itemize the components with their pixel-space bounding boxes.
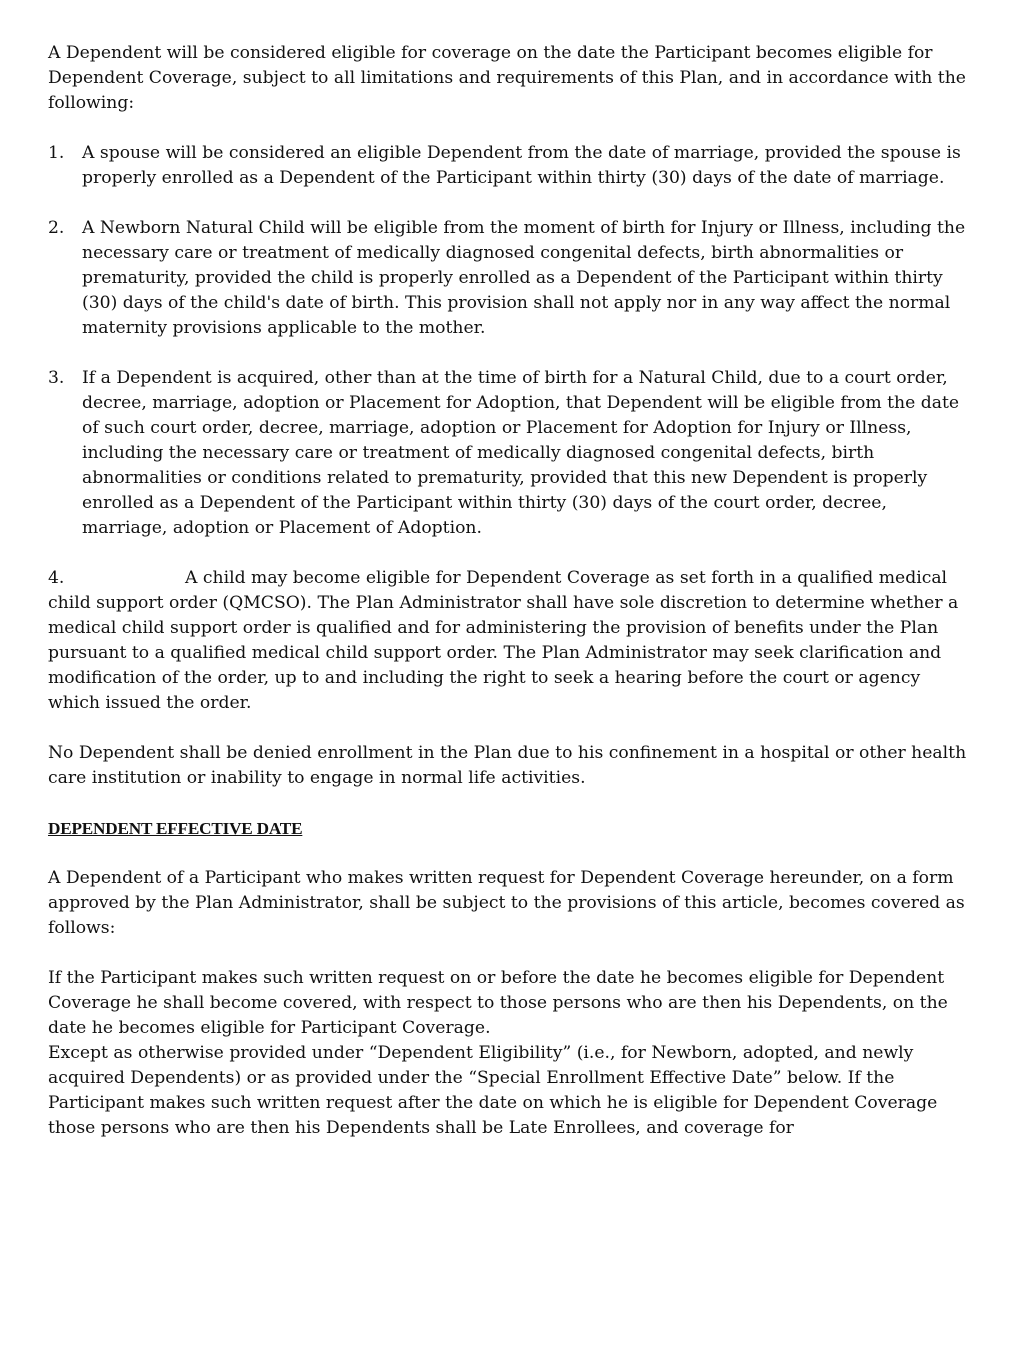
list-item <box>48 141 968 191</box>
list-item-text: A spouse will be considered an eligible Dependent from the date of marriage, provided the spouse is properly enrolled as a Dependent of the Participant within thirty (30) days of the date of marriage. <box>82 143 961 188</box>
list-item-number: 3. <box>48 368 65 388</box>
effective-intro-paragraph: A Dependent of a Participant who makes written request for Dependent Coverage hereunder, on a form approved by the Plan Administrator, shall be subject to the provisions of this article, becomes covered as follows: <box>48 868 965 938</box>
list-item-number: 1. <box>48 143 65 163</box>
intro-paragraph: A Dependent will be considered eligible for coverage on the date the Participant becomes eligible for Dependent Coverage, subject to all limitations and requirements of this Plan, and in accordance with the following: <box>48 43 966 113</box>
list-item-text: If a Dependent is acquired, other than at the time of birth for a Natural Child, due to a court order, decree, marriage, adoption or Placement for Adoption, that Dependent will be eligible from the date of such court order, decree, marriage, adoption or Placement for Adoption for Injury or Illness, including the necessary care or treatment of medically diagnosed congenital defects, birth abnormalities or conditions related to prematurity, provided that this new Dependent is properly enrolled as a Dependent of the Participant within thirty (30) days of the court order, decree, marriage, adoption or Placement of Adoption. <box>82 368 960 538</box>
no-denial-paragraph: No Dependent shall be denied enrollment in the Plan due to his confinement in a hospital or other health care institution or inability to engage in normal life activities. <box>48 743 967 788</box>
document-page <box>48 41 968 1141</box>
list-item <box>48 216 968 341</box>
written-request-paragraph: If the Participant makes such written request on or before the date he becomes eligible for Dependent Coverage he shall become covered, with respect to those persons who are then his Dependents, on the date he becomes eligible for Participant Coverage. <box>48 968 948 1038</box>
section-heading: DEPENDENT EFFECTIVE DATE <box>48 819 303 838</box>
qmcso-paragraph <box>48 566 968 716</box>
list-item-text: A Newborn Natural Child will be eligible from the moment of birth for Injury or Illness, including the necessary care or treatment of medically diagnosed congenital defects, birth abnormalities or prematurity, provided the child is properly enrolled as a Dependent of the Participant within thirty (30) days of the child's date of birth. This provision shall not apply nor in any way affect the normal maternity provisions applicable to the mother. <box>82 218 966 338</box>
list-item-number: 2. <box>48 218 65 238</box>
except-paragraph: Except as otherwise provided under “Dependent Eligibility” (i.e., for Newborn, adopted, and newly acquired Dependents) or as provided under the “Special Enrollment Effective Date” below. If the Participant makes such written request after the date on which he is eligible for Dependent Coverage those persons who are then his Dependents shall be Late Enrollees, and coverage for <box>48 1043 938 1138</box>
list-item-number: 4. <box>48 568 65 588</box>
list-item <box>48 366 968 541</box>
qmcso-text: A child may become eligible for Dependent Coverage as set forth in a qualified medical child support order (QMCSO). The Plan Administrator shall have sole discretion to determine whether a medical child support order is qualified and for administering the provision of benefits under the Plan pursuant to a qualified medical child support order. The Plan Administrator may seek clarification and modification of the order, up to and including the right to seek a hearing before the court or agency which issued the order. <box>48 568 959 713</box>
